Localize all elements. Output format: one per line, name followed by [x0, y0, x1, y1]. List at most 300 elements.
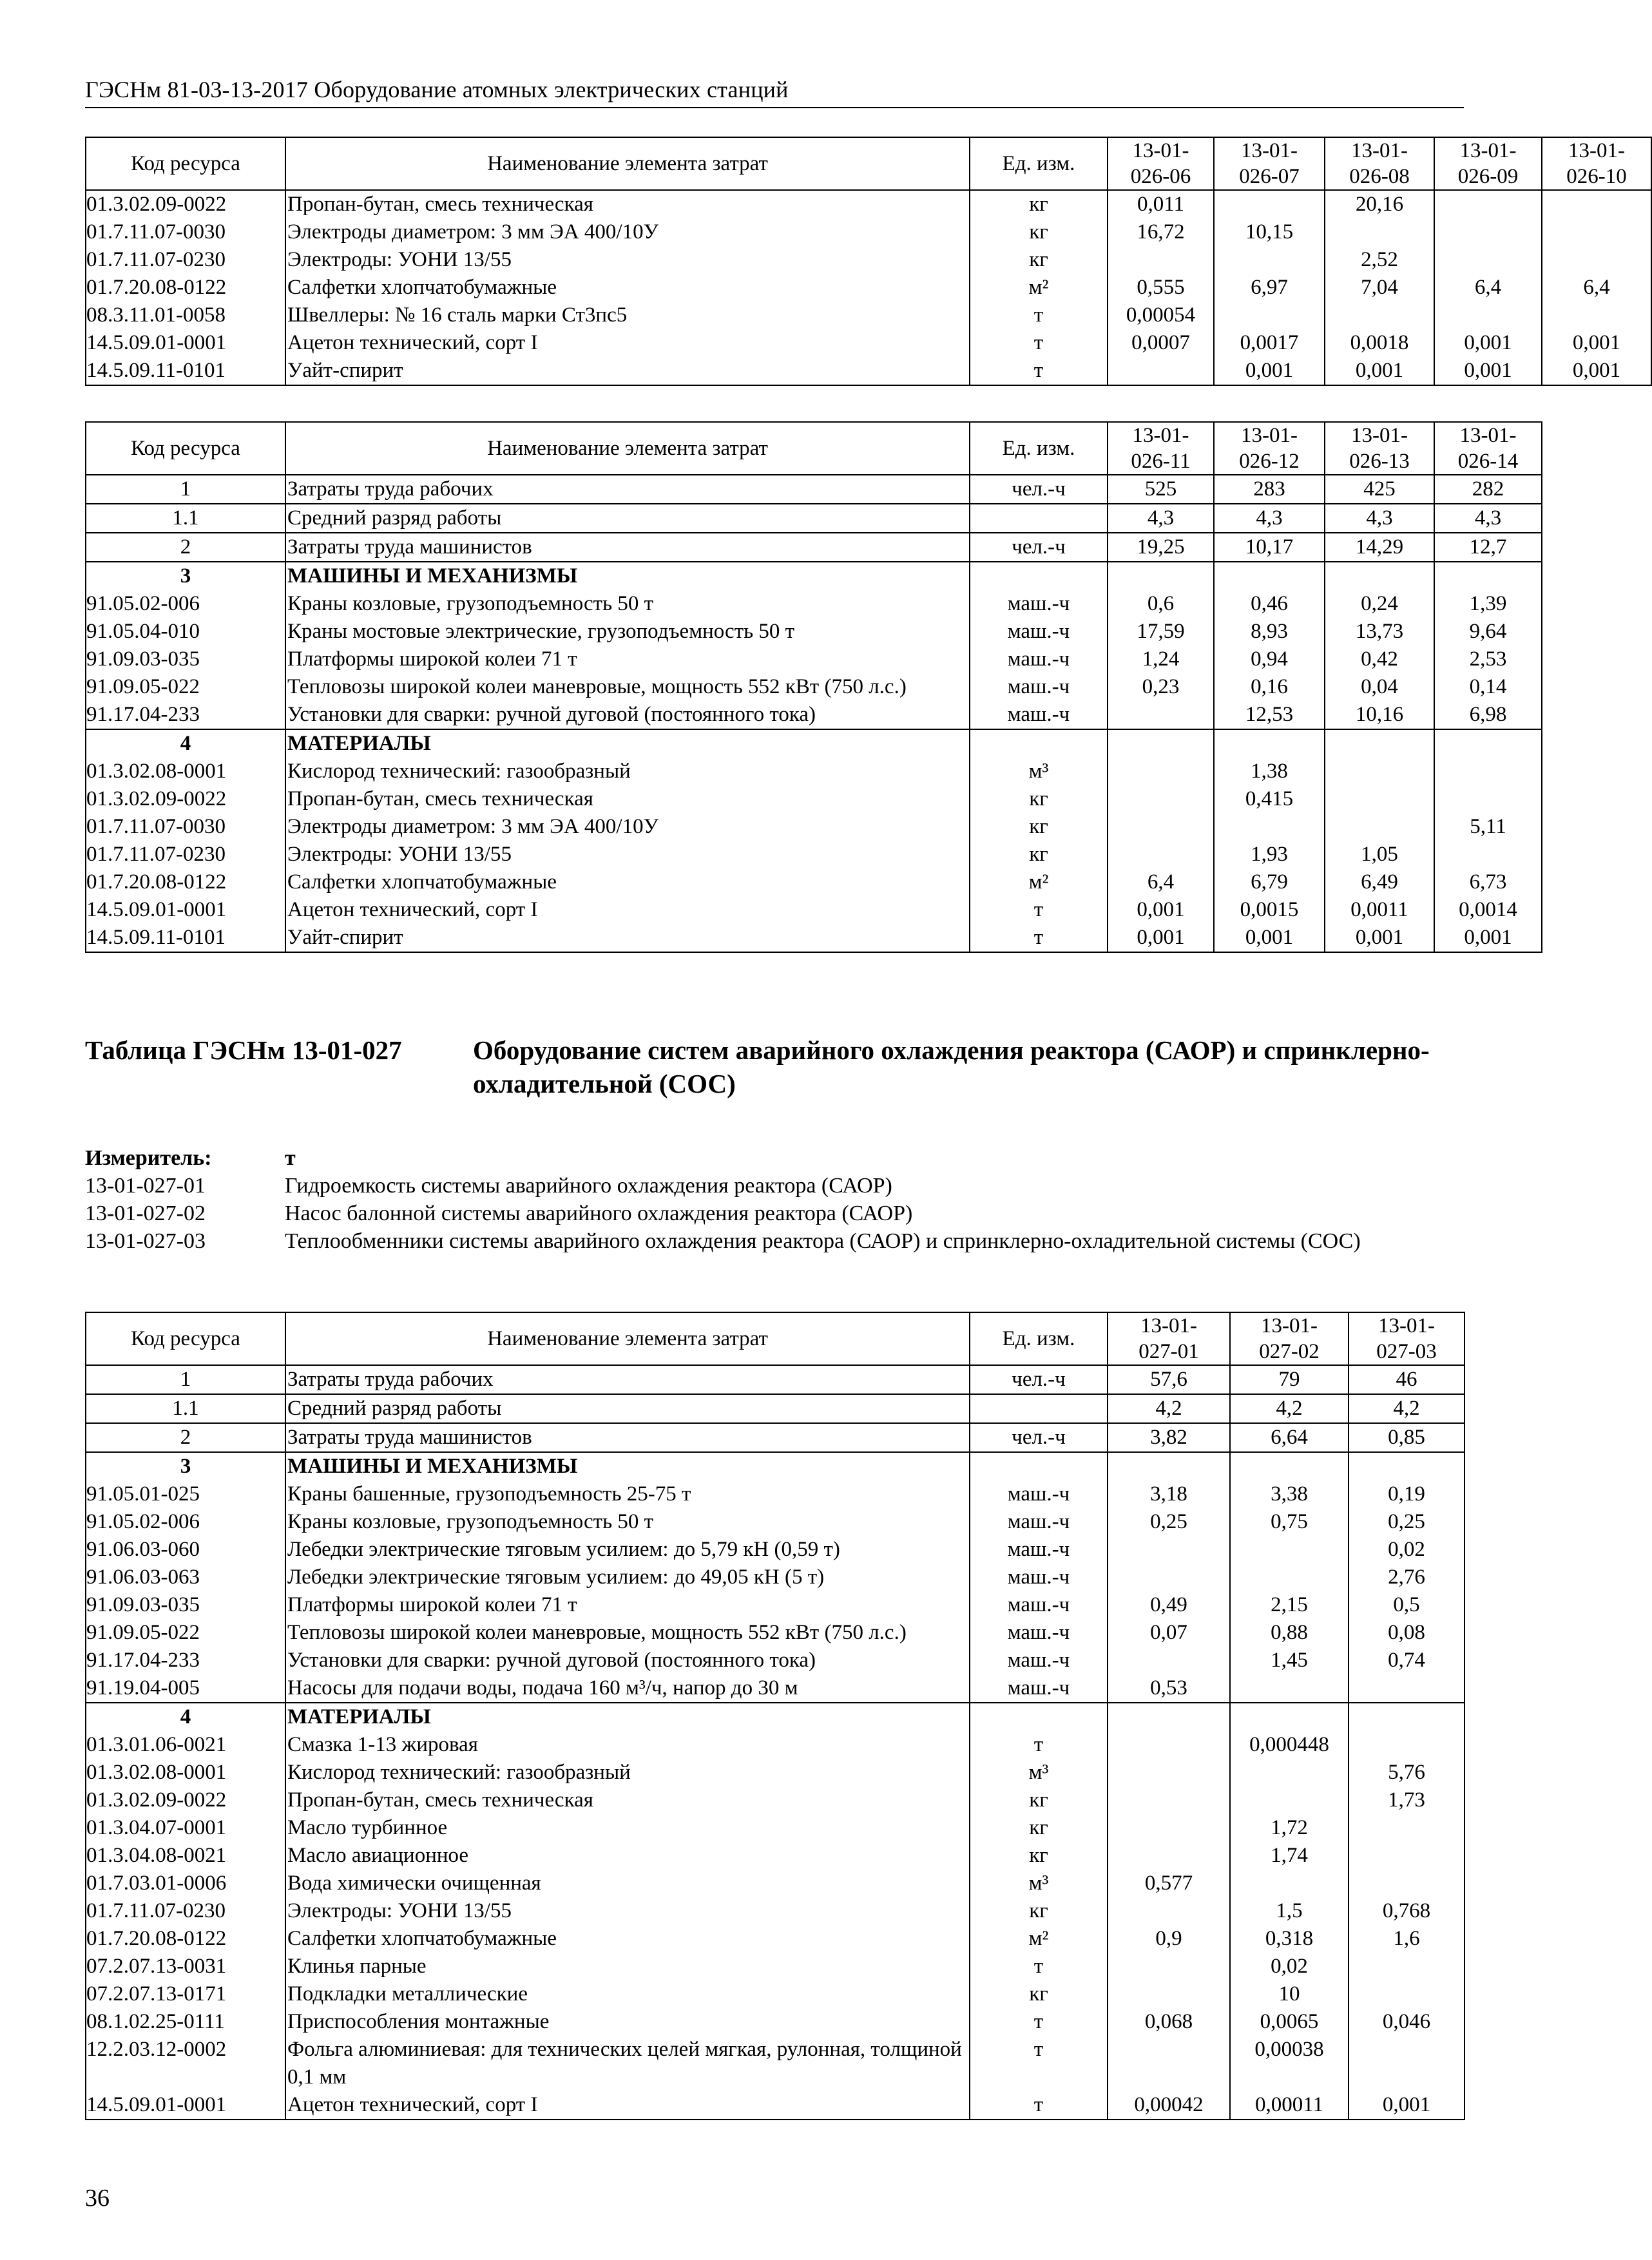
- table-row: [86, 2008, 1465, 2036]
- meter-block: [85, 1144, 1464, 1283]
- table-row: [86, 1423, 1465, 1452]
- table-row: [86, 1365, 1465, 1394]
- resource-unit: т: [970, 2008, 1108, 2036]
- resource-value: 0,001: [1325, 357, 1434, 385]
- resource-value: [1349, 1452, 1465, 1480]
- resource-code: 2: [86, 1423, 285, 1452]
- resource-value: 10: [1230, 1980, 1349, 2008]
- resource-code: 14.5.09.11-0101: [86, 924, 285, 952]
- resource-value: 5,11: [1434, 813, 1542, 841]
- resource-value: 20,16: [1325, 190, 1434, 218]
- resource-value: [1230, 1759, 1349, 1786]
- table-row: [86, 896, 1542, 924]
- resource-unit: кг: [970, 1897, 1108, 1925]
- resource-unit: [970, 1452, 1108, 1480]
- col-value-header: 13-01- 026-10: [1542, 137, 1651, 190]
- resource-value: [1325, 562, 1434, 590]
- resource-code: 91.05.02-006: [86, 1508, 285, 1536]
- resource-value: 0,94: [1214, 646, 1325, 673]
- resource-value: [1325, 218, 1434, 246]
- table-row: [86, 1564, 1465, 1591]
- table-title-name: Оборудование систем аварийного охлаждения реактора (САОР) и спринклерно-охладительной (СОС): [473, 1035, 1430, 1098]
- resource-unit: т: [970, 329, 1108, 357]
- resource-value: 0,555: [1108, 274, 1214, 302]
- resource-value: 0,068: [1108, 2008, 1230, 2036]
- resource-unit: м²: [970, 1925, 1108, 1953]
- resource-value: 2,52: [1325, 246, 1434, 274]
- table-row: [86, 785, 1542, 813]
- resource-value: 6,97: [1214, 274, 1325, 302]
- resource-name: Платформы широкой колеи 71 т: [285, 646, 970, 673]
- resource-value: 0,00011: [1230, 2091, 1349, 2120]
- resource-value: 10,15: [1214, 218, 1325, 246]
- table-row: [86, 1647, 1465, 1674]
- resource-code: 91.09.03-035: [86, 646, 285, 673]
- resource-code: 01.3.02.09-0022: [86, 785, 285, 813]
- resource-code: 01.7.03.01-0006: [86, 1870, 285, 1897]
- meter-item-code: 13-01-027-01: [85, 1174, 206, 1198]
- resource-unit: маш.-ч: [970, 1564, 1108, 1591]
- resource-name: Смазка 1-13 жировая: [285, 1731, 970, 1759]
- resource-value: 0,24: [1325, 590, 1434, 618]
- col-value-header: 13-01- 026-14: [1434, 422, 1542, 475]
- table-row: [86, 1536, 1465, 1564]
- resource-code: 12.2.03.12-0002: [86, 2036, 285, 2091]
- resource-name: Средний разряд работы: [285, 504, 970, 533]
- resource-name: Швеллеры: № 16 сталь марки Ст3пс5: [285, 302, 970, 329]
- resource-value: [1108, 841, 1214, 868]
- table-row: [86, 562, 1542, 590]
- resource-value: [1230, 1674, 1349, 1703]
- resource-code: 4: [86, 1703, 285, 1731]
- col-code-header: Код ресурса: [86, 1312, 285, 1365]
- resource-code: 01.7.11.07-0230: [86, 841, 285, 868]
- table-row: [86, 841, 1542, 868]
- table-row: [86, 1814, 1465, 1842]
- resource-code: 91.09.03-035: [86, 1591, 285, 1619]
- resource-value: 3,38: [1230, 1480, 1349, 1508]
- resource-value: 0,001: [1108, 896, 1214, 924]
- table-row: [86, 1674, 1465, 1703]
- resource-value: [1434, 562, 1542, 590]
- table-row: [86, 1925, 1465, 1953]
- resource-value: [1214, 729, 1325, 758]
- col-value-header: 13-01- 026-11: [1108, 422, 1214, 475]
- table-row: [86, 475, 1542, 504]
- table-header: [86, 1312, 1465, 1365]
- header-row: [86, 1312, 1465, 1365]
- resource-unit: маш.-ч: [970, 1591, 1108, 1619]
- resource-name: Тепловозы широкой колеи маневровые, мощность 552 кВт (750 л.с.): [285, 673, 970, 701]
- resource-unit: [970, 504, 1108, 533]
- table-row: [86, 504, 1542, 533]
- table-body: [86, 475, 1542, 952]
- resource-unit: кг: [970, 813, 1108, 841]
- header-row: [86, 422, 1542, 475]
- resource-value: [1214, 302, 1325, 329]
- resource-unit: маш.-ч: [970, 1674, 1108, 1703]
- resource-value: 0,0065: [1230, 2008, 1349, 2036]
- resource-value: [1108, 813, 1214, 841]
- table-row: [86, 673, 1542, 701]
- resource-name: Затраты труда машинистов: [285, 1423, 970, 1452]
- resource-value: 1,39: [1434, 590, 1542, 618]
- resource-unit: кг: [970, 785, 1108, 813]
- resource-value: [1108, 1897, 1230, 1925]
- resource-code: 01.3.04.08-0021: [86, 1842, 285, 1870]
- resource-value: [1349, 2036, 1465, 2091]
- resource-value: 282: [1434, 475, 1542, 504]
- table-row: [86, 2091, 1465, 2120]
- table-row: [86, 924, 1542, 952]
- resource-unit: чел.-ч: [970, 475, 1108, 504]
- resource-value: [1325, 813, 1434, 841]
- table-row: [86, 1842, 1465, 1870]
- resource-value: [1108, 1536, 1230, 1564]
- resource-value: [1349, 1703, 1465, 1731]
- resource-value: 0,00054: [1108, 302, 1214, 329]
- resource-value: [1542, 218, 1651, 246]
- resource-value: [1108, 246, 1214, 274]
- table-body: [86, 1365, 1465, 2120]
- resource-name: МАШИНЫ И МЕХАНИЗМЫ: [285, 1452, 970, 1480]
- resource-value: [1108, 1452, 1230, 1480]
- resource-value: 46: [1349, 1365, 1465, 1394]
- table-row: [86, 1897, 1465, 1925]
- table-body: [86, 190, 1651, 385]
- col-value-header: 13-01- 027-02: [1230, 1312, 1349, 1365]
- table-header: [86, 137, 1651, 190]
- table-row: [86, 646, 1542, 673]
- resource-name: Электроды: УОНИ 13/55: [285, 1897, 970, 1925]
- resource-value: 0,6: [1108, 590, 1214, 618]
- resource-value: 10,17: [1214, 533, 1325, 562]
- resource-code: 07.2.07.13-0031: [86, 1953, 285, 1980]
- resource-name: МАТЕРИАЛЫ: [285, 1703, 970, 1731]
- resource-value: 4,2: [1108, 1394, 1230, 1423]
- resource-unit: м³: [970, 1870, 1108, 1897]
- meter-item-text: Насос балонной системы аварийного охлаждения реактора (САОР): [285, 1202, 913, 1225]
- resource-unit: маш.-ч: [970, 1536, 1108, 1564]
- resource-value: [1349, 1842, 1465, 1870]
- table-row: [86, 813, 1542, 841]
- resource-unit: [970, 1394, 1108, 1423]
- resource-value: 0,001: [1542, 329, 1651, 357]
- resource-value: [1214, 190, 1325, 218]
- table-row: [86, 1870, 1465, 1897]
- resource-unit: кг: [970, 841, 1108, 868]
- resource-value: 0,001: [1349, 2091, 1465, 2120]
- resource-value: [1542, 302, 1651, 329]
- resource-name: Краны башенные, грузоподъемность 25-75 т: [285, 1480, 970, 1508]
- resource-name: Уайт-спирит: [285, 924, 970, 952]
- resource-value: 4,2: [1349, 1394, 1465, 1423]
- resource-unit: чел.-ч: [970, 1365, 1108, 1394]
- table-row: [86, 1508, 1465, 1536]
- resource-value: 0,0007: [1108, 329, 1214, 357]
- resource-code: 91.19.04-005: [86, 1674, 285, 1703]
- resource-name: Кислород технический: газообразный: [285, 1759, 970, 1786]
- resource-value: [1349, 1674, 1465, 1703]
- resource-value: 12,7: [1434, 533, 1542, 562]
- resource-value: 0,53: [1108, 1674, 1230, 1703]
- table-header: [86, 422, 1542, 475]
- resource-value: 0,318: [1230, 1925, 1349, 1953]
- resource-value: 2,76: [1349, 1564, 1465, 1591]
- table-row: [86, 218, 1651, 246]
- resource-value: 1,45: [1230, 1647, 1349, 1674]
- col-name-header: Наименование элемента затрат: [285, 1312, 970, 1365]
- resource-value: 0,000448: [1230, 1731, 1349, 1759]
- resource-value: 1,74: [1230, 1842, 1349, 1870]
- col-value-header: 13-01- 026-09: [1434, 137, 1542, 190]
- resource-unit: т: [970, 2091, 1108, 2120]
- resource-value: 19,25: [1108, 533, 1214, 562]
- resource-value: [1349, 1814, 1465, 1842]
- resource-value: 0,02: [1349, 1536, 1465, 1564]
- resource-code: 91.05.01-025: [86, 1480, 285, 1508]
- resource-name: Тепловозы широкой колеи маневровые, мощность 552 кВт (750 л.с.): [285, 1619, 970, 1647]
- resource-code: 2: [86, 533, 285, 562]
- resource-value: [1108, 1814, 1230, 1842]
- resource-value: 0,08: [1349, 1619, 1465, 1647]
- resource-value: [1434, 246, 1542, 274]
- resource-value: 16,72: [1108, 218, 1214, 246]
- resource-value: 0,001: [1434, 357, 1542, 385]
- resource-value: 0,25: [1108, 1508, 1230, 1536]
- resource-name: Краны мостовые электрические, грузоподъемность 50 т: [285, 618, 970, 646]
- resource-value: 0,46: [1214, 590, 1325, 618]
- resource-value: [1434, 190, 1542, 218]
- table-row: [86, 533, 1542, 562]
- table-row: [86, 1591, 1465, 1619]
- resource-value: 4,3: [1434, 504, 1542, 533]
- resource-unit: кг: [970, 1814, 1108, 1842]
- resource-value: [1434, 729, 1542, 758]
- resource-value: 4,3: [1325, 504, 1434, 533]
- resource-code: 01.7.11.07-0030: [86, 218, 285, 246]
- resource-value: [1349, 1731, 1465, 1759]
- resource-name: Платформы широкой колеи 71 т: [285, 1591, 970, 1619]
- table-row: [86, 1786, 1465, 1814]
- resource-value: 4,3: [1108, 504, 1214, 533]
- resource-name: Вода химически очищенная: [285, 1870, 970, 1897]
- resource-value: [1325, 729, 1434, 758]
- meter-item-code: 13-01-027-02: [85, 1202, 206, 1225]
- resource-value: 0,001: [1542, 357, 1651, 385]
- meter-item-text: Теплообменники системы аварийного охлаждения реактора (САОР) и спринклерно-охладительной системы (СОС): [285, 1229, 1361, 1253]
- resource-name: Подкладки металлические: [285, 1980, 970, 2008]
- resource-code: 01.7.11.07-0230: [86, 246, 285, 274]
- resource-unit: маш.-ч: [970, 701, 1108, 729]
- resource-value: 1,6: [1349, 1925, 1465, 1953]
- resource-value: 1,05: [1325, 841, 1434, 868]
- resource-value: 3,82: [1108, 1423, 1230, 1452]
- resource-value: [1108, 1647, 1230, 1674]
- table-title-code: Таблица ГЭСНм 13-01-027: [85, 1035, 402, 1065]
- resource-code: 01.3.02.09-0022: [86, 1786, 285, 1814]
- resource-code: 1.1: [86, 504, 285, 533]
- resource-name: Кислород технический: газообразный: [285, 758, 970, 785]
- resource-unit: [970, 1703, 1108, 1731]
- resource-value: 0,011: [1108, 190, 1214, 218]
- resource-unit: [970, 562, 1108, 590]
- resource-value: [1108, 1953, 1230, 1980]
- resource-value: 0,23: [1108, 673, 1214, 701]
- resource-code: 91.06.03-063: [86, 1564, 285, 1591]
- resource-name: Лебедки электрические тяговым усилием: до 49,05 кН (5 т): [285, 1564, 970, 1591]
- meter-item-text: Гидроемкость системы аварийного охлаждения реактора (САОР): [285, 1174, 892, 1198]
- resource-code: 1: [86, 1365, 285, 1394]
- resource-unit: т: [970, 924, 1108, 952]
- resource-value: [1230, 1536, 1349, 1564]
- resource-code: 08.3.11.01-0058: [86, 302, 285, 329]
- resource-value: 0,001: [1434, 924, 1542, 952]
- table-row: [86, 1394, 1465, 1423]
- resource-name: Клинья парные: [285, 1953, 970, 1980]
- resource-value: 0,5: [1349, 1591, 1465, 1619]
- col-value-header: 13-01- 026-08: [1325, 137, 1434, 190]
- resource-value: [1108, 1759, 1230, 1786]
- resource-value: 2,53: [1434, 646, 1542, 673]
- table-row: [86, 1759, 1465, 1786]
- resource-value: 1,93: [1214, 841, 1325, 868]
- resource-code: 14.5.09.11-0101: [86, 357, 285, 385]
- resource-unit: м²: [970, 868, 1108, 896]
- table-row: [86, 1953, 1465, 1980]
- resource-unit: т: [970, 1731, 1108, 1759]
- resource-value: 2,15: [1230, 1591, 1349, 1619]
- resource-value: 0,001: [1214, 357, 1325, 385]
- resource-value: 7,04: [1325, 274, 1434, 302]
- resource-code: 91.05.04-010: [86, 618, 285, 646]
- resource-name: Установки для сварки: ручной дуговой (постоянного тока): [285, 1647, 970, 1674]
- table-row: [86, 868, 1542, 896]
- header-row: [86, 137, 1651, 190]
- resource-value: 0,04: [1325, 673, 1434, 701]
- resource-name: Затраты труда машинистов: [285, 533, 970, 562]
- resource-value: 0,0011: [1325, 896, 1434, 924]
- resource-value: [1214, 813, 1325, 841]
- resource-unit: кг: [970, 218, 1108, 246]
- resource-name: Краны козловые, грузоподъемность 50 т: [285, 1508, 970, 1536]
- resource-name: Затраты труда рабочих: [285, 1365, 970, 1394]
- col-value-header: 13-01- 026-06: [1108, 137, 1214, 190]
- resource-code: 01.3.04.07-0001: [86, 1814, 285, 1842]
- resource-value: 10,16: [1325, 701, 1434, 729]
- resource-name: Масло авиационное: [285, 1842, 970, 1870]
- resource-unit: маш.-ч: [970, 618, 1108, 646]
- resource-name: Средний разряд работы: [285, 1394, 970, 1423]
- resource-value: 1,38: [1214, 758, 1325, 785]
- resource-code: 91.06.03-060: [86, 1536, 285, 1564]
- resource-code: 01.3.02.08-0001: [86, 758, 285, 785]
- table-row: [86, 357, 1651, 385]
- resource-unit: т: [970, 896, 1108, 924]
- resource-value: 0,0014: [1434, 896, 1542, 924]
- resource-value: [1108, 2036, 1230, 2091]
- resource-value: 1,73: [1349, 1786, 1465, 1814]
- resource-name: Лебедки электрические тяговым усилием: до 5,79 кН (0,59 т): [285, 1536, 970, 1564]
- resource-unit: маш.-ч: [970, 590, 1108, 618]
- resource-value: 0,0015: [1214, 896, 1325, 924]
- resource-name: Затраты труда рабочих: [285, 475, 970, 504]
- resource-value: 8,93: [1214, 618, 1325, 646]
- resource-unit: [970, 729, 1108, 758]
- resource-value: 12,53: [1214, 701, 1325, 729]
- resource-value: 0,001: [1325, 924, 1434, 952]
- resource-value: 13,73: [1325, 618, 1434, 646]
- resource-name: Краны козловые, грузоподъемность 50 т: [285, 590, 970, 618]
- resource-unit: чел.-ч: [970, 1423, 1108, 1452]
- resource-value: [1214, 246, 1325, 274]
- resource-value: [1325, 785, 1434, 813]
- resource-value: 0,001: [1434, 329, 1542, 357]
- resource-value: [1108, 1731, 1230, 1759]
- col-name-header: Наименование элемента затрат: [285, 137, 970, 190]
- resource-name: Масло турбинное: [285, 1814, 970, 1842]
- resource-value: 0,88: [1230, 1619, 1349, 1647]
- resource-unit: т: [970, 302, 1108, 329]
- resource-value: 0,19: [1349, 1480, 1465, 1508]
- resource-value: 1,5: [1230, 1897, 1349, 1925]
- resource-value: [1230, 1786, 1349, 1814]
- col-code-header: Код ресурса: [86, 422, 285, 475]
- resource-unit: чел.-ч: [970, 533, 1108, 562]
- resource-value: 6,98: [1434, 701, 1542, 729]
- resource-value: [1108, 562, 1214, 590]
- resource-value: 57,6: [1108, 1365, 1230, 1394]
- resource-code: 07.2.07.13-0171: [86, 1980, 285, 2008]
- table-row: [86, 590, 1542, 618]
- resource-code: 1: [86, 475, 285, 504]
- col-unit-header: Ед. изм.: [970, 1312, 1108, 1365]
- resource-name: Салфетки хлопчатобумажные: [285, 868, 970, 896]
- col-value-header: 13-01- 026-07: [1214, 137, 1325, 190]
- resource-value: 79: [1230, 1365, 1349, 1394]
- running-header: ГЭСНм 81-03-13-2017 Оборудование атомных электрических станций: [85, 76, 1464, 108]
- resource-value: 0,00038: [1230, 2036, 1349, 2091]
- resource-name: Пропан-бутан, смесь техническая: [285, 785, 970, 813]
- col-value-header: 13-01- 027-01: [1108, 1312, 1230, 1365]
- resource-table-027: [85, 1312, 1465, 2120]
- resource-code: 91.09.05-022: [86, 1619, 285, 1647]
- resource-value: [1230, 1452, 1349, 1480]
- col-value-header: 13-01- 026-13: [1325, 422, 1434, 475]
- resource-value: [1230, 1703, 1349, 1731]
- resource-table-026-11-14: [85, 421, 1542, 953]
- resource-code: 1.1: [86, 1394, 285, 1423]
- resource-value: 0,0018: [1325, 329, 1434, 357]
- table-row: [86, 1480, 1465, 1508]
- resource-value: 0,42: [1325, 646, 1434, 673]
- page-number: 36: [85, 2185, 110, 2212]
- table-row: [86, 1619, 1465, 1647]
- resource-value: [1108, 1980, 1230, 2008]
- resource-value: [1434, 302, 1542, 329]
- resource-value: [1349, 1980, 1465, 2008]
- resource-value: [1349, 1953, 1465, 1980]
- table-row: [86, 246, 1651, 274]
- resource-value: 0,74: [1349, 1647, 1465, 1674]
- table-row: [86, 618, 1542, 646]
- table-row: [86, 190, 1651, 218]
- table-row: [86, 1452, 1465, 1480]
- resource-code: 01.7.20.08-0122: [86, 1925, 285, 1953]
- resource-name: Установки для сварки: ручной дуговой (постоянного тока): [285, 701, 970, 729]
- resource-value: 0,00042: [1108, 2091, 1230, 2120]
- resource-code: 91.05.02-006: [86, 590, 285, 618]
